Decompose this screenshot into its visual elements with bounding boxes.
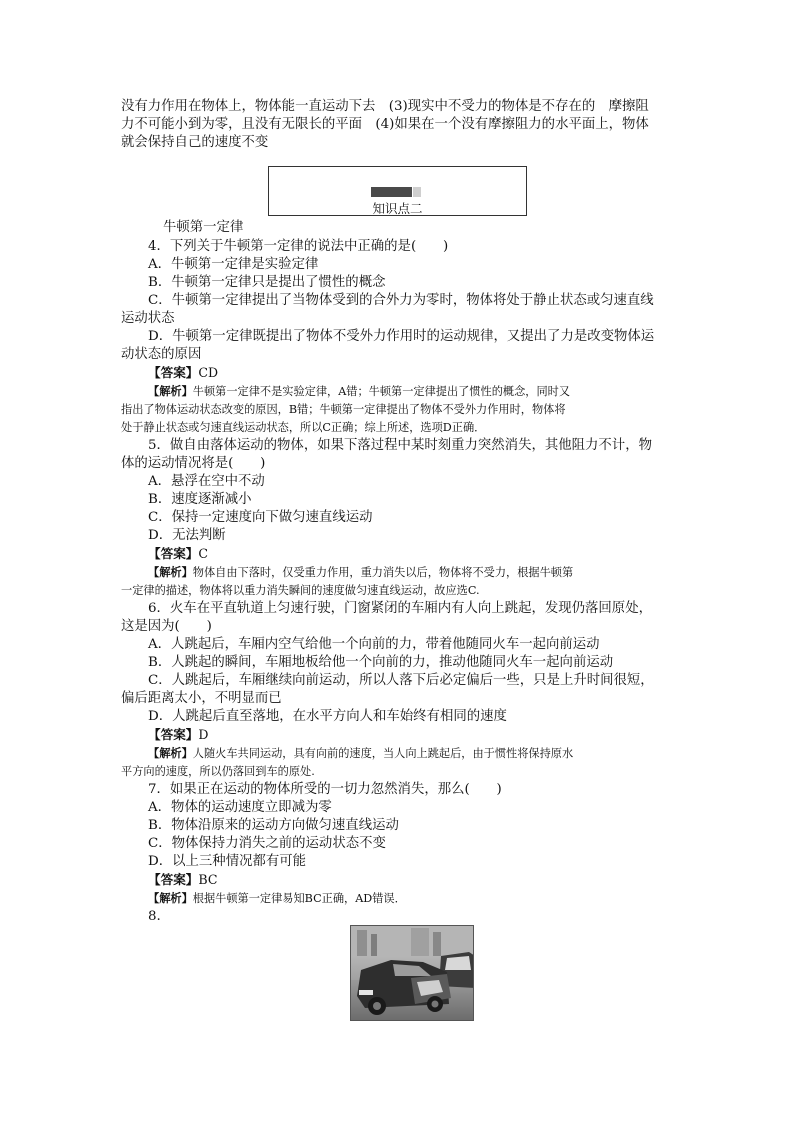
q4-explain-1: 【解析】牛顿第一定律不是实验定律，A错；牛顿第一定律提出了惯性的概念，同时又 <box>148 385 571 398</box>
q5-option-d: D．无法判断 <box>148 528 226 543</box>
q4-explain-2: 指出了物体运动状态改变的原因，B错；牛顿第一定律提出了物体不受外力作用时，物体将 <box>121 403 566 416</box>
q5-explain-2: 一定律的描述，物体将以重力消失瞬间的速度做匀速直线运动，故应选C. <box>121 584 480 597</box>
q4-answer: 【答案】CD <box>148 365 219 380</box>
q6-stem-cont: 这是因为( ) <box>121 619 212 634</box>
q8-number: 8. <box>148 909 161 924</box>
q6-answer: 【答案】D <box>148 727 209 742</box>
car-crash-image <box>351 926 474 1021</box>
q4-option-c-cont: 运动状态 <box>121 311 175 326</box>
q6-option-c-cont: 偏后距离太小，不明显而已 <box>121 691 282 706</box>
q4-option-d: D．牛顿第一定律既提出了物体不受外力作用时的运动规律，又提出了力是改变物体运 <box>148 329 655 344</box>
q6-stem: 6．火车在平直轨道上匀速行驶，门窗紧闭的车厢内有人向上跳起，发现仍落回原处， <box>148 601 652 616</box>
q5-stem: 5．做自由落体运动的物体，如果下落过程中某时刻重力突然消失，其他阻力不计，物 <box>148 438 652 453</box>
section-title: 牛顿第一定律 <box>163 220 244 235</box>
q7-option-b: B．物体沿原来的运动方向做匀速直线运动 <box>148 818 399 833</box>
q5-answer: 【答案】C <box>148 546 209 561</box>
q4-stem: 4．下列关于牛顿第一定律的说法中正确的是( ) <box>148 239 449 254</box>
q6-explain-2: 平方向的速度，所以仍落回到车的原处. <box>121 765 315 778</box>
q5-stem-cont: 体的运动情况将是( ) <box>121 456 266 471</box>
section-bar-graphic <box>371 187 421 197</box>
q7-answer: 【答案】BC <box>148 872 218 887</box>
q5-option-b: B．速度逐渐减小 <box>148 492 252 507</box>
section-label: 知识点二 <box>372 201 423 216</box>
q6-explain-1: 【解析】人随火车共同运动，具有向前的速度，当人向上跳起后，由于惯性将保持原水 <box>148 747 574 760</box>
q7-stem: 7．如果正在运动的物体所受的一切力忽然消失，那么( ) <box>148 782 502 797</box>
q4-option-a: A．牛顿第一定律是实验定律 <box>148 257 319 272</box>
q4-option-d-cont: 动状态的原因 <box>121 347 202 362</box>
q7-option-a: A．物体的运动速度立即减为零 <box>148 800 332 815</box>
section-header-box <box>268 166 527 216</box>
q6-option-c: C．人跳起后，车厢继续向前运动，所以人落下后必定偏后一些，只是上升时间很短， <box>148 673 654 688</box>
intro-line-1: 没有力作用在物体上，物体能一直运动下去 (3)现实中不受力的物体是不存在的 摩擦阻 <box>121 99 649 114</box>
q7-option-c: C．物体保持力消失之前的运动状态不变 <box>148 836 386 851</box>
intro-line-3: 就会保持自己的速度不变 <box>121 135 269 150</box>
q4-option-b: B．牛顿第一定律只是提出了惯性的概念 <box>148 275 386 290</box>
q6-option-b: B．人跳起的瞬间，车厢地板给他一个向前的力，推动他随同火车一起向前运动 <box>148 655 614 670</box>
car-crash-photo <box>350 925 474 1021</box>
q5-option-a: A．悬浮在空中不动 <box>148 474 265 489</box>
q4-explain-3: 处于静止状态或匀速直线运动状态，所以C正确；综上所述，选项D正确． <box>121 421 486 434</box>
q6-option-d: D．人跳起后直至落地，在水平方向人和车始终有相同的速度 <box>148 709 507 724</box>
q5-option-c: C．保持一定速度向下做匀速直线运动 <box>148 510 373 525</box>
q5-explain-1: 【解析】物体自由下落时，仅受重力作用，重力消失以后，物体将不受力，根据牛顿第 <box>148 566 574 579</box>
q7-explain-1: 【解析】根据牛顿第一定律易知BC正确，AD错误． <box>148 892 406 905</box>
intro-line-2: 力不可能小到为零，且没有无限长的平面 (4)如果在一个没有摩擦阻力的水平面上，物体 <box>121 117 649 132</box>
q7-option-d: D．以上三种情况都有可能 <box>148 854 307 869</box>
q4-option-c: C．牛顿第一定律提出了当物体受到的合外力为零时，物体将处于静止状态或匀速直线 <box>148 293 654 308</box>
q6-option-a: A．人跳起后，车厢内空气给他一个向前的力，带着他随同火车一起向前运动 <box>148 637 600 652</box>
